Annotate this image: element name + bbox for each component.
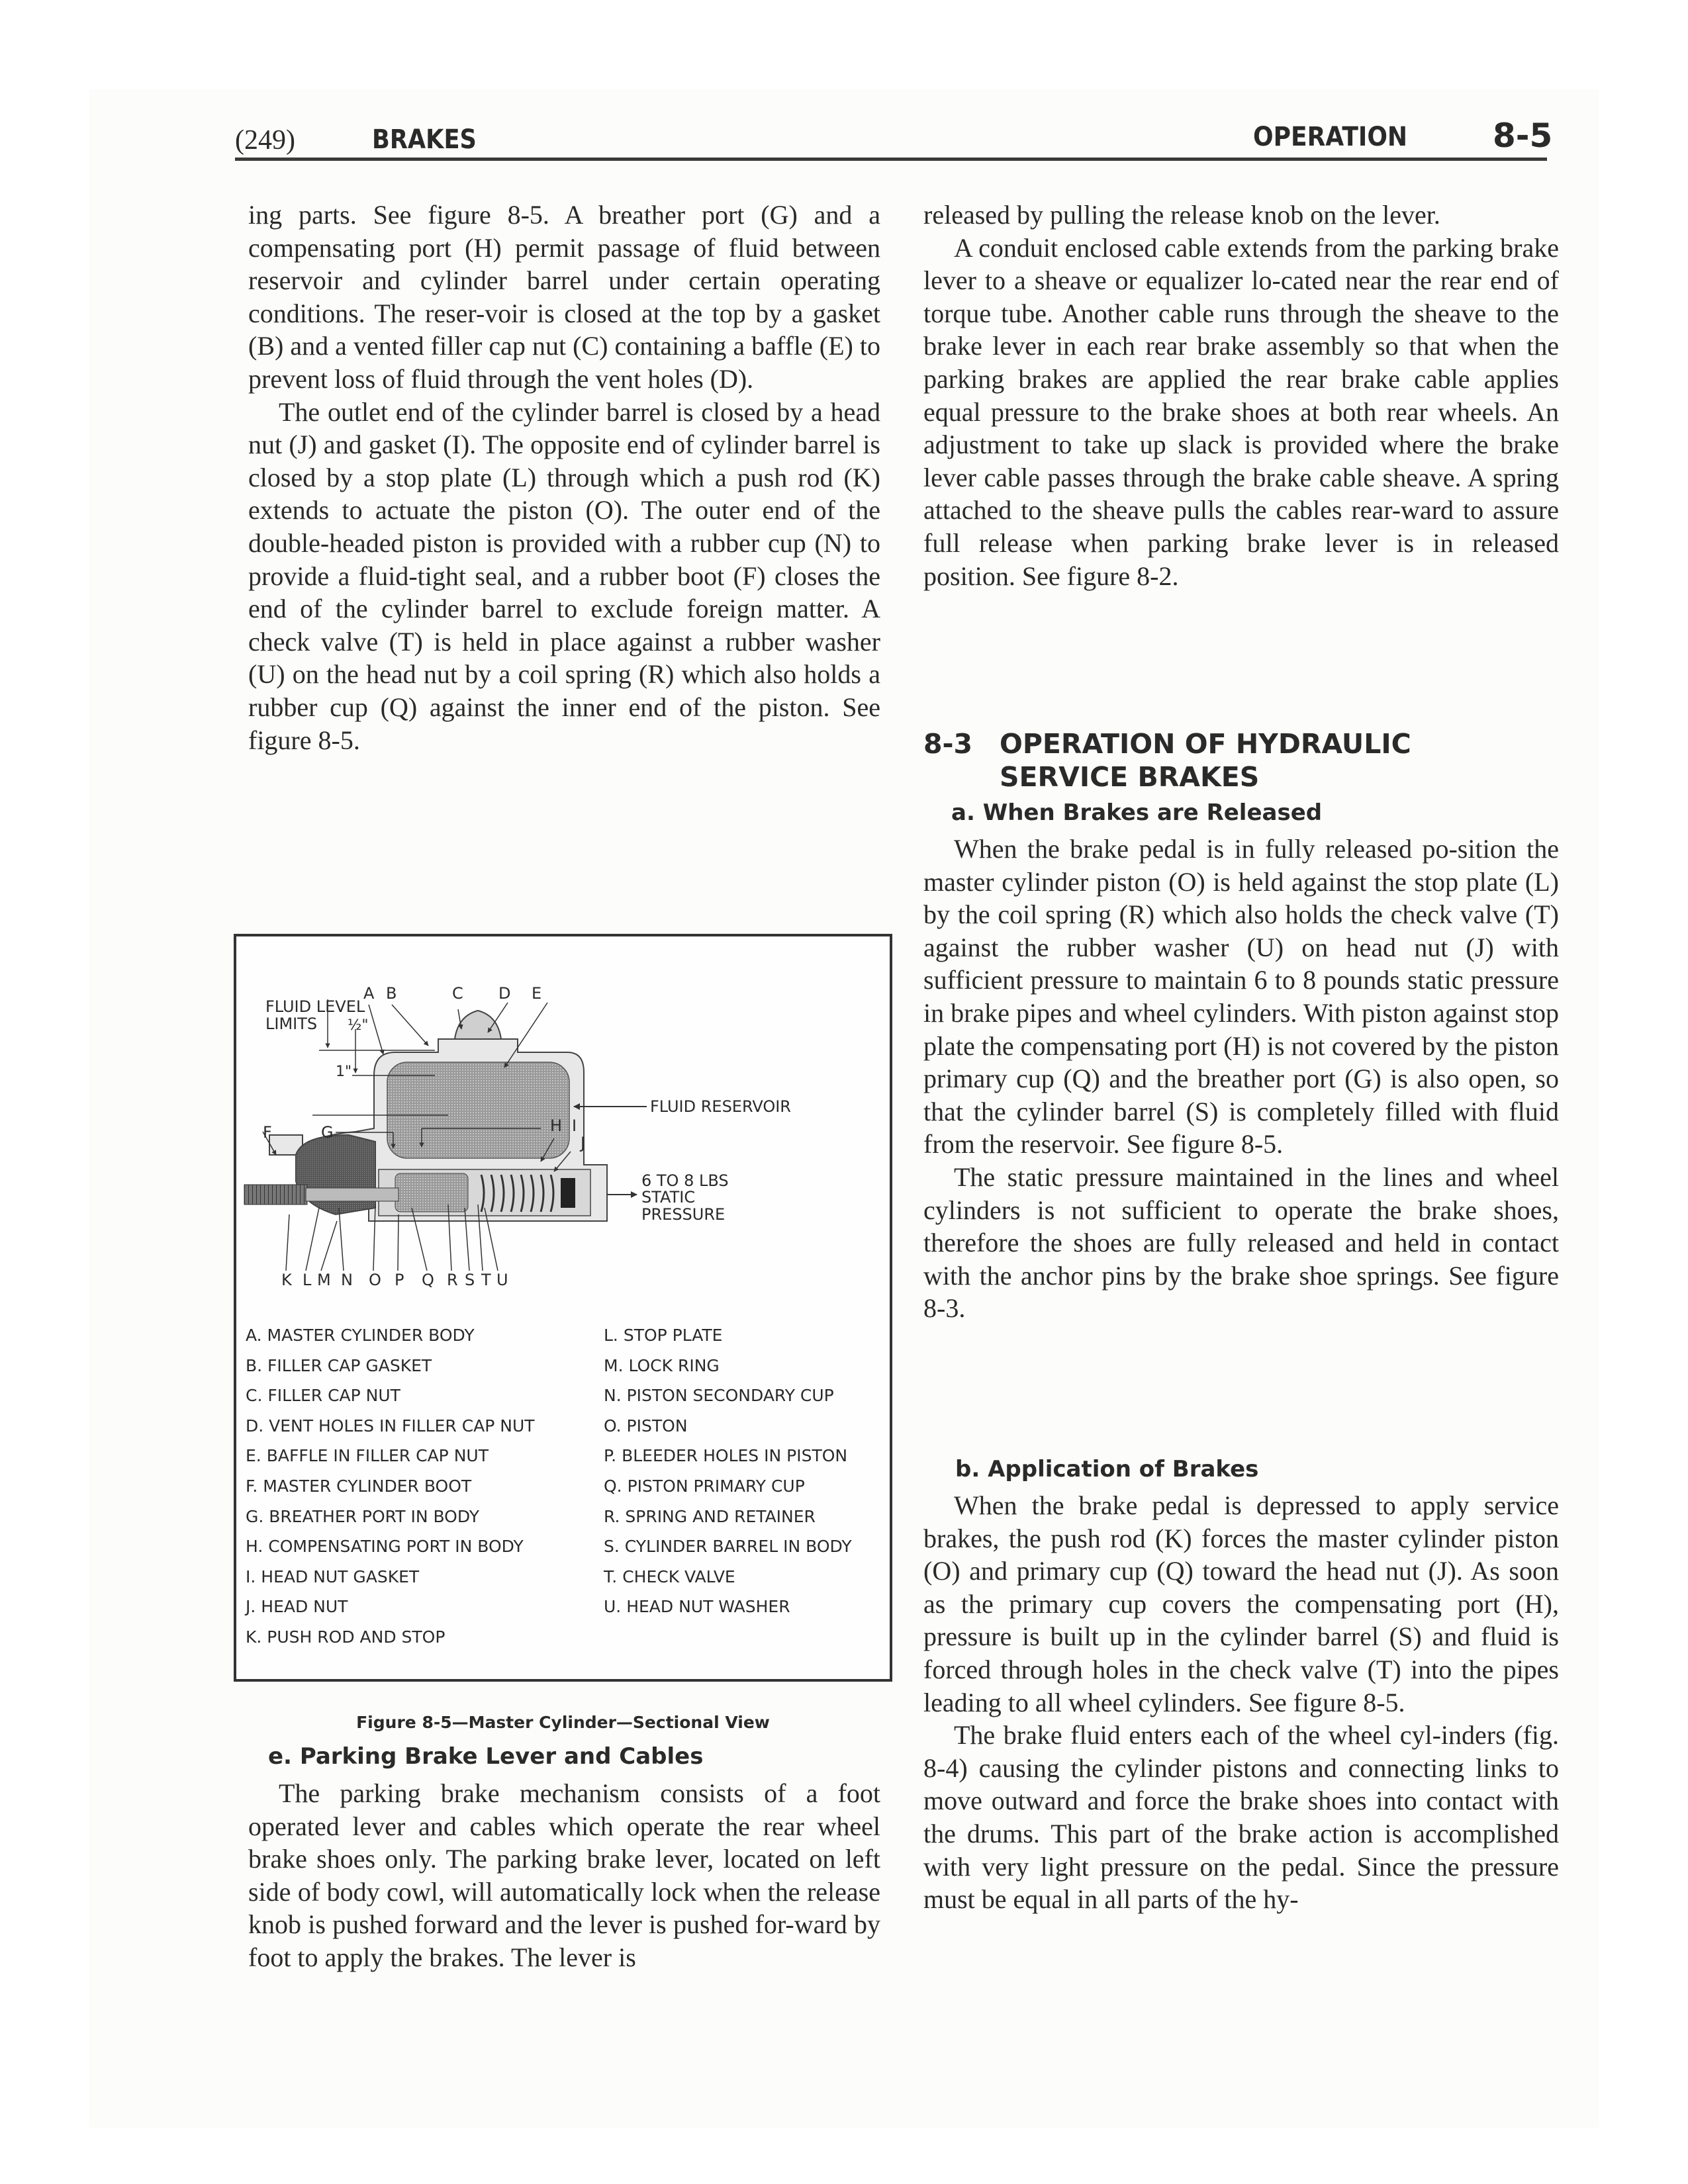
subsection-a-text xyxy=(923,833,1559,1325)
legend-item: N. PISTON SECONDARY CUP xyxy=(604,1386,834,1406)
paragraph: The brake fluid enters each of the wheel cyl-inders (fig. 8-4) causing the cylinder pistons and connecting links to move outward and force the brake shoes into contact with the drums. This part of the brake action is accomplished with very light pressure on the pedal. Since the pressure must be equal in all parts of the hy- xyxy=(923,1720,1559,1915)
legend-item: H. COMPENSATING PORT IN BODY xyxy=(246,1537,524,1557)
legend-item: M. LOCK RING xyxy=(604,1355,720,1375)
paragraph: The parking brake mechanism consists of a foot operated lever and cables which operate the rear wheel brake shoes only. The parking brake lever, located on left side of body cowl, will automatically lock when the release knob is pushed forward and the lever is pushed for-ward by foot to apply the brakes. The lever is xyxy=(248,1778,880,1972)
callout-r: R xyxy=(447,1271,458,1289)
callout-k: K xyxy=(281,1271,292,1289)
callout-p: P xyxy=(395,1271,404,1289)
subsection-e-text xyxy=(248,1777,880,1974)
callout-u: U xyxy=(496,1271,508,1289)
paragraph: A conduit enclosed cable extends from the parking brake lever to a sheave or equalizer lo-cated near the rear end of torque tube. Another cable runs through the sheave to the brake lever in each rear brake assembly so that when the parking brakes are applied the rear brake cable applies equal pressure to the brake shoes at both rear wheels. An adjustment to take up slack is provided where the brake lever cable passes through the brake cable sheave. A spring attached to the sheave pulls the cables rear-ward to assure full release when parking brake lever is in released position. See figure 8-2. xyxy=(923,232,1559,591)
legend-item: G. BREATHER PORT IN BODY xyxy=(246,1506,480,1526)
callout-g: G xyxy=(321,1123,334,1142)
legend-item: U. HEAD NUT WASHER xyxy=(604,1597,790,1617)
callout-b: B xyxy=(386,984,397,1003)
legend-item: K. PUSH ROD AND STOP xyxy=(246,1627,445,1647)
master-cylinder-diagram xyxy=(236,936,890,1307)
paragraph: released by pulling the release knob on the lever. xyxy=(923,200,1440,230)
limits-label: LIMITS xyxy=(265,1015,318,1033)
legend-item: J. HEAD NUT xyxy=(246,1597,348,1617)
callout-o: O xyxy=(369,1271,381,1289)
callout-i: I xyxy=(572,1116,577,1135)
callout-c: C xyxy=(452,984,463,1003)
callout-l: L xyxy=(303,1271,312,1289)
callout-a: A xyxy=(363,984,375,1003)
paragraph: When the brake pedal is depressed to apply service brakes, the push rod (K) forces the master cylinder piston (O) and primary cup (Q) toward the head nut (J). As soon as the primary cup covers the compensating port (H), pressure is built up in the cylinder barrel (S) and fluid is forced through holes in the check valve (T) into the pipes leading to all wheel cylinders. See figure 8-5. xyxy=(923,1490,1559,1717)
callout-j: J xyxy=(581,1134,586,1152)
legend-item: T. CHECK VALVE xyxy=(604,1567,735,1586)
paragraph: ing parts. See figure 8-5. A breather port (G) and a compensating port (H) permit passage of fluid between reservoir and cylinder barrel under certain operating conditions. The reser-voir is closed at the top by a gasket (B) and a vented filler cap nut (C) containing a baffle (E) to prevent loss of fluid through the vent holes (D). xyxy=(248,200,880,394)
page-id: 8-5 xyxy=(1493,116,1553,155)
callout-t: T xyxy=(481,1271,491,1289)
page-number: (249) xyxy=(235,125,295,156)
static-pressure-label-2: STATIC xyxy=(641,1188,696,1206)
callout-h: H xyxy=(550,1116,563,1135)
fluid-level-label: FLUID LEVEL xyxy=(265,997,365,1016)
legend-item: R. SPRING AND RETAINER xyxy=(604,1506,816,1526)
callout-f: F xyxy=(263,1123,272,1142)
paragraph: The outlet end of the cylinder barrel is closed by a head nut (J) and gasket (I). The opposite end of cylinder barrel is closed by a stop plate (L) through which a push rod (K) extends to actuate the piston (O). The outer end of the double-headed piston is provided with a rubber cup (N) to provide a fluid-tight seal, and a rubber boot (F) closes the end of the cylinder barrel to exclude foreign matter. A check valve (T) is held in place against a rubber washer (U) on the head nut by a coil spring (R) which also holds a rubber cup (Q) against the inner end of the piston. See figure 8-5. xyxy=(248,396,880,755)
left-column-text xyxy=(248,199,880,756)
legend-item: F. MASTER CYLINDER BOOT xyxy=(246,1476,472,1496)
section-number: 8-3 xyxy=(923,728,973,760)
legend-item: E. BAFFLE IN FILLER CAP NUT xyxy=(246,1446,489,1466)
section-title: OPERATION xyxy=(1253,122,1408,152)
legend-left xyxy=(246,1320,535,1653)
legend-item: I. HEAD NUT GASKET xyxy=(246,1567,420,1586)
paragraph: The static pressure maintained in the lines and wheel cylinders is not sufficient to operate the brake shoes, therefore the shoes are fully released and held in contact with the anchor pins by the brake shoe springs. See figure 8-3. xyxy=(923,1161,1559,1324)
subsection-b-text xyxy=(923,1489,1559,1916)
legend-right xyxy=(604,1320,852,1622)
legend-item: P. BLEEDER HOLES IN PISTON xyxy=(604,1446,848,1466)
callout-q: Q xyxy=(422,1271,434,1289)
legend-item: C. FILLER CAP NUT xyxy=(246,1386,400,1406)
legend-item: Q. PISTON PRIMARY CUP xyxy=(604,1476,805,1496)
fluid-reservoir-label: FLUID RESERVOIR xyxy=(650,1097,791,1116)
static-pressure-label-3: PRESSURE xyxy=(641,1205,726,1224)
legend-item: A. MASTER CYLINDER BODY xyxy=(246,1326,475,1345)
callout-e: E xyxy=(532,984,542,1003)
paragraph: When the brake pedal is in fully released po-sition the master cylinder piston (O) is held against the stop plate (L) by the coil spring (R) which also holds the check valve (T) against the rubber washer (U) on head nut (J) with sufficient pressure to maintain 6 to 8 pounds static pressure in brake pipes and wheel cylinders. With piston against stop plate the compensating port (H) is not covered by the piston primary cup (Q) and the breather port (G) is also open, so that the cylinder barrel (S) is completely filled with fluid from the reservoir. See figure 8-5. xyxy=(923,834,1559,1160)
legend-item: D. VENT HOLES IN FILLER CAP NUT xyxy=(246,1416,535,1435)
figure-caption: Figure 8-5—Master Cylinder—Sectional View xyxy=(356,1713,770,1732)
callout-n: N xyxy=(341,1271,353,1289)
static-pressure-label-1: 6 TO 8 LBS xyxy=(641,1171,729,1190)
legend-item: S. CYLINDER BARREL IN BODY xyxy=(604,1537,852,1557)
callout-s: S xyxy=(465,1271,475,1289)
callout-d: D xyxy=(498,984,511,1003)
subsection-a-heading: a. When Brakes are Released xyxy=(951,799,1323,826)
section-title-line2: SERVICE BRAKES xyxy=(1000,761,1260,793)
chapter-title: BRAKES xyxy=(372,124,477,155)
callout-m: M xyxy=(317,1271,331,1289)
subsection-e-heading: e. Parking Brake Lever and Cables xyxy=(268,1743,704,1770)
section-title-line1: OPERATION OF HYDRAULIC xyxy=(1000,728,1411,760)
legend-item: B. FILLER CAP GASKET xyxy=(246,1355,432,1375)
section-8-3-heading xyxy=(923,728,1559,794)
subsection-b-heading: b. Application of Brakes xyxy=(955,1456,1259,1482)
right-column-text xyxy=(923,199,1559,592)
legend-item: L. STOP PLATE xyxy=(604,1326,723,1345)
half-inch-label: ½" xyxy=(348,1017,369,1034)
one-inch-label: 1" xyxy=(336,1064,352,1080)
header-rule xyxy=(235,158,1547,161)
legend-item: O. PISTON xyxy=(604,1416,688,1435)
figure-8-5 xyxy=(234,934,892,1682)
